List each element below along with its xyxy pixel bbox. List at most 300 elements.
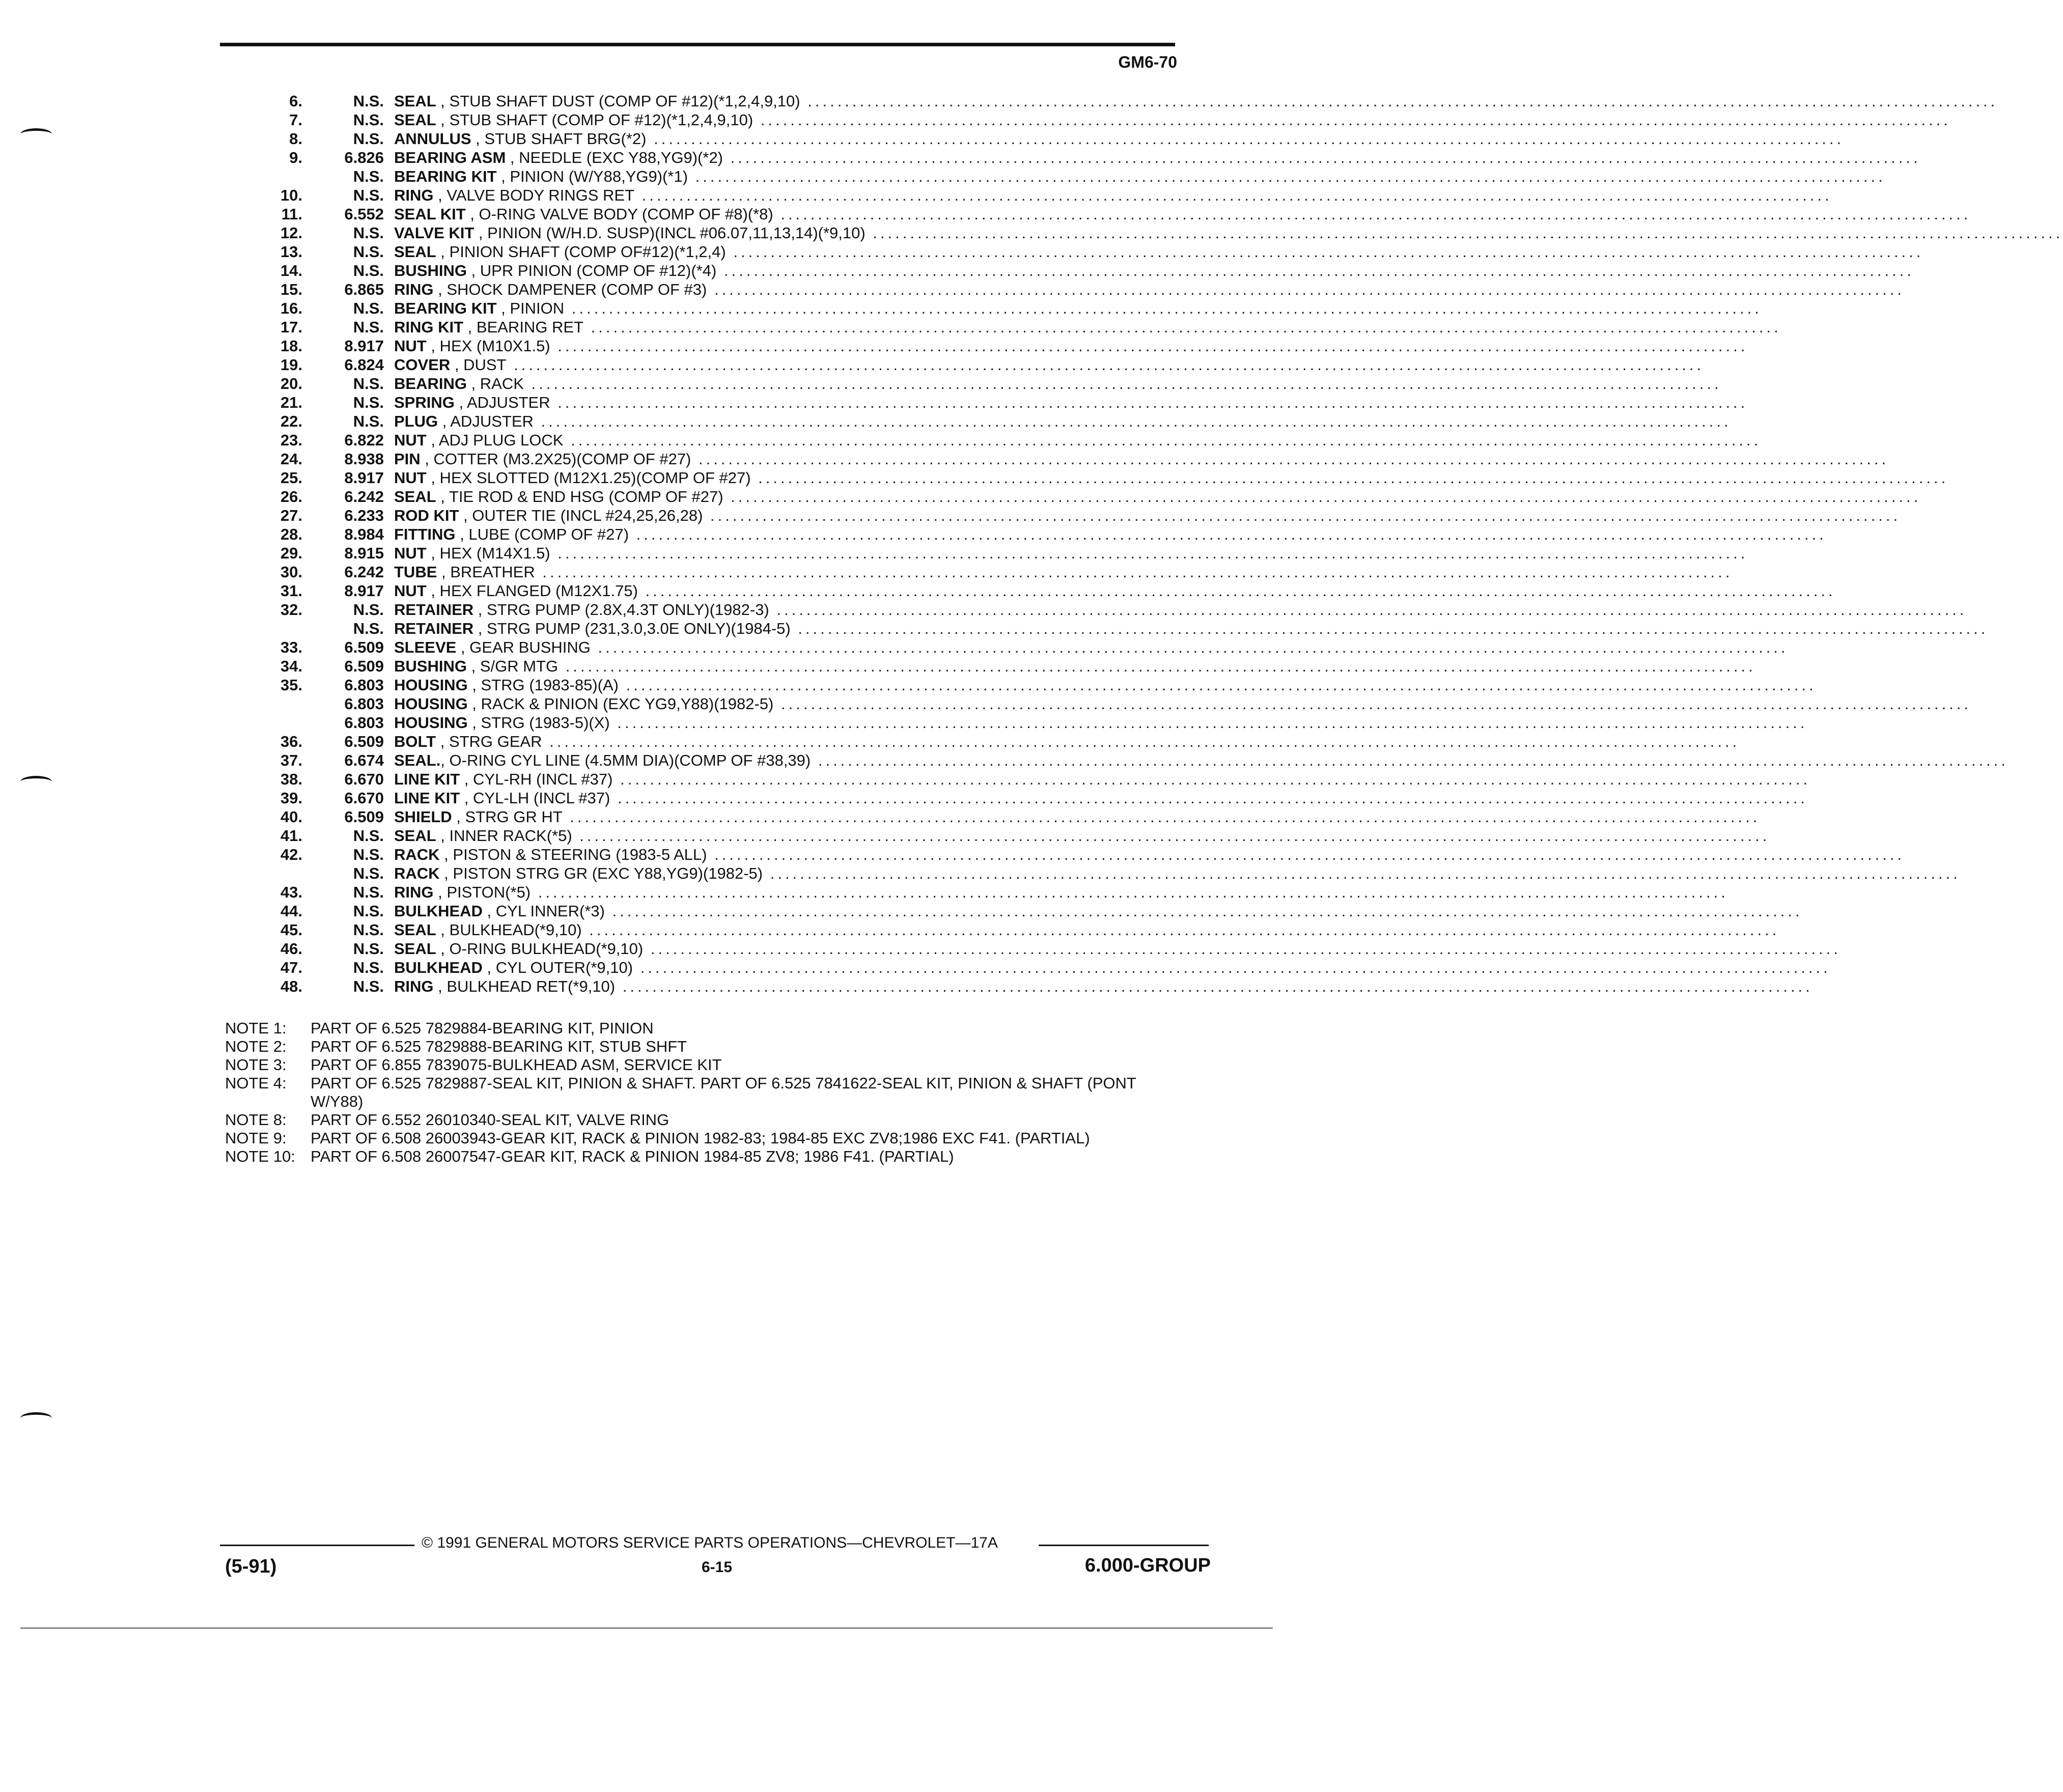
part-row (244, 563, 1733, 581)
part-detail: , O-RING VALVE BODY (COMP OF #8)(*8) (465, 205, 773, 223)
part-description (394, 468, 1949, 487)
part-group-number: 6.803 (344, 676, 384, 694)
part-name: HOUSING (394, 695, 468, 713)
part-detail: , DUST (450, 356, 507, 374)
part-group-number: N.S. (353, 601, 384, 619)
part-description (394, 732, 1740, 751)
dot-leader: ................................................................................................................................................................ (542, 733, 1740, 750)
part-detail: , RACK (466, 375, 524, 393)
part-name: LINE KIT (394, 770, 460, 788)
part-description (394, 412, 1732, 431)
dot-leader: ................................................................................................................................................................ (531, 883, 1729, 901)
part-detail: , RACK & PINION (EXC YG9,Y88)(1982-5) (467, 695, 774, 713)
note-item (225, 1056, 1177, 1074)
part-description (394, 506, 1901, 525)
part-row (244, 412, 1732, 431)
part-name: SEAL (394, 488, 436, 506)
part-item-number: 18. (280, 337, 302, 355)
part-name: SLEEVE (394, 638, 457, 656)
part-detail: , PINION (W/H.D. SUSP)(INCL #06.07,11,13,14)(*9,10) (474, 224, 866, 242)
part-group-number: N.S. (353, 243, 384, 261)
part-item-number: 19. (280, 356, 302, 374)
part-group-number: 8.917 (344, 582, 384, 600)
part-group-number: N.S. (353, 940, 384, 958)
part-item-number: 36. (280, 733, 302, 750)
part-group-number: N.S. (353, 846, 384, 863)
part-detail: , PINION SHAFT (COMP OF#12)(*1,2,4) (436, 243, 726, 261)
part-name: TUBE (394, 563, 437, 581)
part-item-number: 40. (280, 808, 302, 826)
part-row (244, 468, 1949, 487)
part-name: ROD KIT (394, 507, 459, 524)
part-description (394, 920, 1780, 939)
part-item-number: 9. (289, 149, 302, 166)
part-row (244, 167, 1886, 186)
part-row (244, 506, 1901, 525)
part-name: RING (394, 977, 434, 995)
part-description (394, 205, 1971, 223)
dot-leader: ................................................................................................................................................................ (506, 356, 1705, 374)
part-name: BEARING (394, 375, 467, 393)
part-row (244, 299, 1762, 318)
bottom-rule (20, 1628, 1273, 1629)
part-name: PIN (394, 450, 421, 468)
part-item-number: 22. (280, 412, 302, 430)
part-row (244, 751, 2009, 770)
dot-leader: ................................................................................................................................................................ (800, 92, 1998, 110)
part-detail: , INNER RACK(*5) (436, 827, 572, 845)
part-group-number: 8.917 (344, 469, 384, 487)
part-row (244, 845, 1905, 864)
part-item-number: 48. (280, 977, 302, 995)
note-label: NOTE 10: (225, 1147, 295, 1165)
part-item-number: 43. (280, 883, 302, 901)
note-label: NOTE 1: (225, 1019, 287, 1037)
part-item-number: 47. (280, 959, 302, 976)
part-item-number: 8. (289, 130, 302, 148)
part-row (244, 261, 1914, 280)
part-detail: , STRG (1983-5)(X) (467, 714, 610, 732)
part-detail: , COTTER (M3.2X25)(COMP OF #27) (420, 450, 691, 468)
dot-leader: ................................................................................................................................................................ (688, 167, 1886, 185)
part-description (394, 223, 2063, 242)
part-description (394, 261, 1914, 280)
part-description (394, 789, 1808, 807)
dot-leader: ................................................................................................................................................................ (581, 921, 1780, 939)
part-row (244, 544, 1748, 563)
notes-section (225, 1019, 1177, 1166)
part-description (394, 694, 1972, 713)
part-description (394, 563, 1733, 581)
part-detail: , CYL-RH (INCL #37) (460, 770, 613, 788)
note-item (225, 1111, 1177, 1129)
part-detail: , PISTON(*5) (433, 883, 531, 901)
part-item-number: 41. (280, 827, 302, 845)
part-group-number: N.S. (353, 224, 384, 242)
part-detail: , STRG (1983-85)(A) (467, 676, 619, 694)
dot-leader: ................................................................................................................................................................ (563, 431, 1762, 449)
note-label: NOTE 3: (225, 1056, 287, 1074)
part-item-number: 29. (280, 544, 302, 562)
part-group-number: N.S. (353, 375, 384, 393)
dot-leader: ................................................................................................................................................................ (583, 318, 1781, 336)
part-group-number: 6.233 (344, 507, 384, 524)
part-row (244, 826, 1770, 845)
part-group-number: N.S. (353, 864, 384, 882)
part-detail: , UPR PINION (COMP OF #12)(*4) (466, 262, 717, 279)
part-item-number: 30. (280, 563, 302, 581)
dot-leader: ................................................................................................................................................................ (703, 507, 1901, 524)
part-group-number: N.S. (353, 394, 384, 411)
part-description (394, 92, 1998, 110)
part-detail: , ADJ PLUG LOCK (426, 431, 564, 449)
part-group-number: 6.509 (344, 733, 384, 750)
dot-leader: ................................................................................................................................................................ (723, 488, 1921, 506)
part-item-number: 42. (280, 846, 302, 863)
part-detail: , VALVE BODY RINGS RET (433, 186, 634, 204)
dot-leader: ................................................................................................................................................................ (619, 676, 1817, 694)
dot-leader: ................................................................................................................................................................ (572, 827, 1770, 845)
dot-leader: ................................................................................................................................................................ (753, 111, 1951, 129)
part-group-number: 6.670 (344, 789, 384, 807)
part-item-number: 39. (280, 789, 302, 807)
part-item-number: 37. (280, 751, 302, 769)
dot-leader: ................................................................................................................................................................ (535, 563, 1733, 581)
part-description (394, 110, 1951, 129)
part-name: SPRING (394, 394, 455, 411)
note-label: NOTE 2: (225, 1038, 287, 1055)
dot-leader: ................................................................................................................................................................ (773, 695, 1972, 713)
part-row (244, 487, 1921, 506)
part-row (244, 902, 1803, 920)
dot-leader: ................................................................................................................................................................ (550, 337, 1748, 355)
note-label: NOTE 8: (225, 1111, 287, 1129)
part-description (394, 337, 1748, 355)
dot-leader: ................................................................................................................................................................ (773, 205, 1971, 223)
part-detail: , STUB SHAFT (COMP OF #12)(*1,2,4,9,10) (436, 111, 754, 129)
part-name: RACK (394, 846, 440, 863)
part-group-number: 8.915 (344, 544, 384, 562)
part-name: BEARING KIT (394, 299, 497, 317)
dot-leader: ................................................................................................................................................................ (550, 394, 1748, 411)
dot-leader: ................................................................................................................................................................ (610, 789, 1808, 807)
part-group-number: 6.803 (344, 695, 384, 713)
part-item-number: 15. (280, 281, 302, 298)
part-detail: , STRG PUMP (231,3.0,3.0E ONLY)(1984-5) (473, 620, 791, 637)
part-detail: , TIE ROD & END HSG (COMP OF #27) (436, 488, 723, 506)
part-name: RING (394, 186, 434, 204)
part-name: COVER (394, 356, 451, 374)
part-detail: , HEX (M10X1.5) (426, 337, 550, 355)
part-description (394, 826, 1770, 845)
part-row (244, 186, 1832, 205)
part-name: RACK (394, 864, 440, 882)
part-row (244, 619, 1989, 638)
dot-leader: ................................................................................................................................................................ (550, 544, 1748, 562)
part-name: NUT (394, 582, 427, 600)
part-description (394, 393, 1748, 412)
part-description (394, 186, 1832, 205)
footer-group: 6.000-GROUP (1084, 1555, 1211, 1576)
part-description (394, 939, 1841, 958)
part-name: BEARING ASM (394, 149, 506, 166)
part-description (394, 657, 1756, 676)
part-detail: , CYL OUTER(*9,10) (482, 959, 633, 976)
dot-leader: ................................................................................................................................................................ (643, 940, 1841, 958)
part-detail: , STRG GEAR (436, 733, 542, 750)
part-description (394, 619, 1989, 638)
part-item-number: 16. (280, 299, 302, 317)
part-detail: , CYL-LH (INCL #37) (460, 789, 610, 807)
part-group-number: 8.984 (344, 525, 384, 543)
part-detail: , ADJUSTER (438, 412, 534, 430)
note-label: NOTE 4: (225, 1074, 287, 1092)
part-group-number: N.S. (353, 921, 384, 939)
part-row (244, 883, 1729, 902)
part-name: NUT (394, 431, 427, 449)
part-row (244, 431, 1762, 450)
part-description (394, 242, 1924, 261)
part-item-number: 27. (280, 507, 302, 524)
dot-leader: ................................................................................................................................................................ (707, 281, 1905, 298)
note-text: PART OF 6.552 26010340-SEAL KIT, VALVE RING (311, 1111, 670, 1129)
part-row (244, 713, 1808, 732)
part-row (244, 525, 1827, 544)
dot-leader: ................................................................................................................................................................ (716, 262, 1914, 279)
part-group-number: N.S. (353, 902, 384, 920)
part-detail: , ADJUSTER (454, 394, 550, 411)
part-row (244, 337, 1748, 355)
part-description (394, 638, 1789, 657)
note-text: PART OF 6.525 7829884-BEARING KIT, PINION (311, 1019, 654, 1037)
part-group-number: N.S. (353, 130, 384, 148)
part-group-number: 6.242 (344, 563, 384, 581)
part-description (394, 845, 1905, 864)
dot-leader: ................................................................................................................................................................ (615, 977, 1813, 995)
part-name: SEAL KIT (394, 205, 466, 223)
part-group-number: 6.552 (344, 205, 384, 223)
part-group-number: 6.670 (344, 770, 384, 788)
part-item-number: 46. (280, 940, 302, 958)
part-group-number: 6.822 (344, 431, 384, 449)
part-name: PLUG (394, 412, 438, 430)
part-detail: , O-RING BULKHEAD(*9,10) (436, 940, 644, 958)
part-name: SEAL (394, 827, 436, 845)
part-row (244, 280, 1905, 299)
part-item-number: 34. (280, 657, 302, 675)
part-item-number: 31. (280, 582, 302, 600)
part-item-number: 35. (280, 676, 302, 694)
part-row (244, 110, 1951, 129)
part-group-number: 6.509 (344, 808, 384, 826)
dot-leader: ................................................................................................................................................................ (633, 959, 1831, 976)
part-row (244, 223, 2063, 242)
part-row (244, 129, 1845, 148)
part-group-number: 6.826 (344, 149, 384, 166)
part-row (244, 205, 1971, 223)
part-detail: , STUB SHAFT BRG(*2) (471, 130, 647, 148)
part-description (394, 544, 1748, 563)
part-group-number: N.S. (353, 620, 384, 637)
part-name: LINE KIT (394, 789, 460, 807)
part-description (394, 807, 1761, 826)
part-description (394, 148, 1921, 167)
part-row (244, 148, 1921, 167)
part-description (394, 167, 1886, 186)
part-row (244, 676, 1817, 694)
part-row (244, 393, 1748, 412)
part-item-number: 17. (280, 318, 302, 336)
part-name: NUT (394, 337, 427, 355)
dot-leader: ................................................................................................................................................................ (564, 299, 1762, 317)
part-name: HOUSING (394, 714, 468, 732)
part-name: BULKHEAD (394, 959, 483, 976)
part-name: RING (394, 883, 434, 901)
part-description (394, 977, 1813, 996)
part-name: NUT (394, 544, 427, 562)
part-group-number: 6.509 (344, 657, 384, 675)
part-name: RING (394, 281, 434, 298)
part-description (394, 581, 1836, 600)
footer-left-rule (220, 1545, 414, 1546)
dot-leader: ................................................................................................................................................................ (691, 450, 1889, 468)
part-group-number: N.S. (353, 883, 384, 901)
part-row (244, 789, 1808, 807)
part-group-number: 6.674 (344, 751, 384, 769)
part-group-number: 6.509 (344, 638, 384, 656)
part-group-number: N.S. (353, 959, 384, 976)
part-item-number: 10. (280, 186, 302, 204)
part-row (244, 807, 1761, 826)
dot-leader: ................................................................................................................................................................ (562, 808, 1761, 826)
part-item-number: 21. (280, 394, 302, 411)
part-description (394, 318, 1781, 337)
part-group-number: 6.824 (344, 356, 384, 374)
part-group-number: 6.803 (344, 714, 384, 732)
part-name: VALVE KIT (394, 224, 475, 242)
note-item (225, 1019, 1177, 1038)
part-detail: , BEARING RET (463, 318, 584, 336)
part-name: SHIELD (394, 808, 452, 826)
note-text: PART OF 6.855 7839075-BULKHEAD ASM, SERVICE KIT (311, 1056, 722, 1074)
part-item-number: 14. (280, 262, 302, 279)
part-row (244, 958, 1831, 977)
part-item-number: 24. (280, 450, 302, 468)
part-row (244, 450, 1889, 468)
part-detail: , HEX (M14X1.5) (426, 544, 550, 562)
part-name: BUSHING (394, 262, 467, 279)
part-description (394, 525, 1827, 544)
note-item (225, 1038, 1177, 1056)
part-name: HOUSING (394, 676, 468, 694)
dot-leader: ................................................................................................................................................................ (646, 130, 1845, 148)
dot-leader: ................................................................................................................................................................ (790, 620, 1989, 637)
part-group-number: N.S. (353, 299, 384, 317)
part-name: NUT (394, 469, 427, 487)
part-item-number: 38. (280, 770, 302, 788)
part-detail: , LUBE (COMP OF #27) (455, 525, 629, 543)
part-item-number: 23. (280, 431, 302, 449)
dot-leader: ................................................................................................................................................................ (723, 149, 1921, 166)
part-name: SEAL (394, 243, 436, 261)
part-name: RETAINER (394, 620, 474, 637)
part-description (394, 600, 1967, 619)
part-row (244, 581, 1836, 600)
part-group-number: N.S. (353, 186, 384, 204)
dot-leader: ................................................................................................................................................................ (604, 902, 1803, 920)
dot-leader: ................................................................................................................................................................ (523, 375, 1722, 393)
part-description (394, 770, 1811, 789)
note-text: PART OF 6.525 7829887-SEAL KIT, PINION & SHAFT. PART OF 6.525 7841622-SEAL KIT, PINION & SHAFT (PONT W/Y88) (311, 1074, 1136, 1110)
top-rule (220, 43, 1175, 46)
part-item-number: 28. (280, 525, 302, 543)
part-name: RING KIT (394, 318, 464, 336)
part-name: FITTING (394, 525, 456, 543)
part-row (244, 864, 1961, 883)
part-group-number: 6.242 (344, 488, 384, 506)
part-item-number: 12. (280, 224, 302, 242)
part-item-number: 11. (281, 205, 302, 223)
part-description (394, 902, 1803, 920)
part-row (244, 318, 1781, 337)
part-name: SEAL (394, 921, 436, 939)
part-row (244, 374, 1722, 393)
part-item-number: 25. (280, 469, 302, 487)
part-description (394, 299, 1762, 318)
part-detail: , STRG GR HT (452, 808, 563, 826)
part-row (244, 977, 1813, 996)
part-detail: , BREATHER (437, 563, 535, 581)
note-text: PART OF 6.508 26007547-GEAR KIT, RACK & PINION 1984-85 ZV8; 1986 F41. (PARTIAL) (311, 1147, 954, 1165)
part-row (244, 92, 1998, 110)
part-name: BEARING KIT (394, 167, 497, 185)
part-group-number: N.S. (353, 412, 384, 430)
part-name: SEAL. (394, 751, 441, 769)
part-item-number: 20. (280, 375, 302, 393)
part-row (244, 242, 1924, 261)
footer-date: (5-91) (225, 1556, 277, 1577)
dot-leader: ................................................................................................................................................................ (637, 582, 1836, 600)
part-detail: , BULKHEAD(*9,10) (436, 921, 582, 939)
part-description (394, 713, 1808, 732)
part-item-number: 32. (280, 601, 302, 619)
part-group-number: N.S. (353, 262, 384, 279)
part-detail: , HEX FLANGED (M12X1.75) (426, 582, 638, 600)
note-text: PART OF 6.525 7829888-BEARING KIT, STUB SHFT (311, 1038, 687, 1055)
part-detail: , HEX SLOTTED (M12X1.25)(COMP OF #27) (426, 469, 751, 487)
binder-hole-mark (20, 1412, 52, 1424)
part-row (244, 920, 1780, 939)
part-row (244, 657, 1756, 676)
binder-hole-mark (20, 128, 52, 140)
footer-copyright: © 1991 GENERAL MOTORS SERVICE PARTS OPERATIONS—CHEVROLET—17A (422, 1534, 998, 1551)
part-item-number: 44. (280, 902, 302, 920)
dot-leader: ................................................................................................................................................................ (707, 846, 1905, 863)
part-item-number: 7. (289, 111, 302, 129)
dot-leader: ................................................................................................................................................................ (634, 186, 1832, 204)
part-group-number: N.S. (353, 111, 384, 129)
note-label: NOTE 9: (225, 1129, 287, 1147)
part-row (244, 939, 1841, 958)
part-group-number: N.S. (353, 318, 384, 336)
note-item (225, 1129, 1177, 1147)
part-detail: , BULKHEAD RET(*9,10) (433, 977, 616, 995)
part-detail: , S/GR MTG (466, 657, 559, 675)
part-name: SEAL (394, 111, 436, 129)
part-description (394, 129, 1845, 148)
part-row (244, 732, 1740, 751)
part-row (244, 694, 1972, 713)
